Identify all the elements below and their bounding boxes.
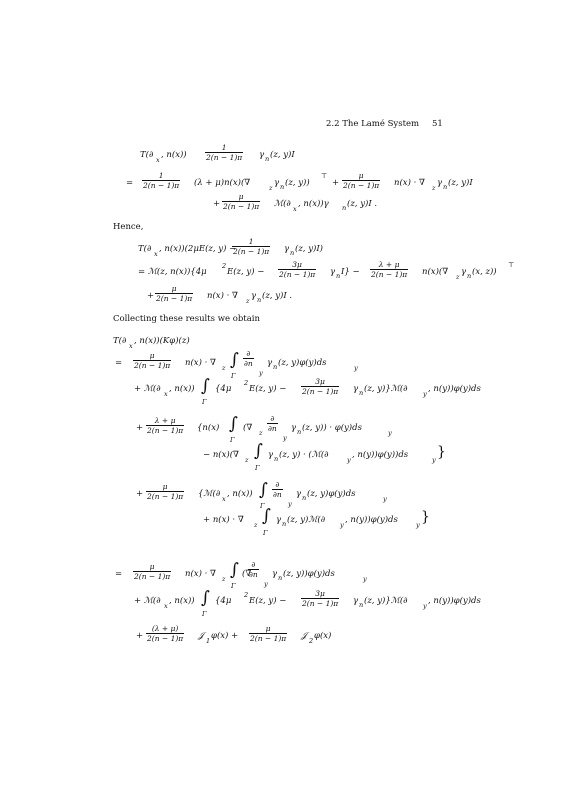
eq2-line2-rhs2: (x, z)): [472, 267, 497, 277]
text-collecting: Collecting these results we obtain: [113, 314, 260, 324]
eq3-f-rhs: (z, y)ℳ(∂: [287, 515, 326, 525]
eq3-e-rhs: (z, y)φ(y)ds: [307, 489, 356, 499]
eq3-b-rhs: (z, y)}ℳ(∂: [364, 384, 408, 394]
eq3-e-gamma: γ: [296, 489, 302, 499]
eq3-d-integral-domain: Γ: [255, 464, 260, 472]
eq3-b-gamma-sub: n: [359, 389, 364, 397]
eq3-d-ds-sub: y: [432, 456, 436, 464]
eq3-f-ds-sub: y: [416, 521, 420, 529]
eq3-e-plus: +: [136, 489, 144, 499]
eq1-line1-rhs: γ: [259, 150, 265, 160]
eq4-c-fraction2: $\frac{\mu}{2(n - 1)\pi}$: [250, 624, 287, 643]
eq4-c-rhs: φ(x): [314, 631, 332, 641]
eq1-line2-rhs-gamma-sub: n: [443, 183, 448, 191]
eq4-c-J1: 𝒥: [198, 631, 204, 641]
eq2-line1-gamma: γ: [284, 244, 290, 254]
eq3-b-fraction: $\frac{3\mu}{2(n - 1)\pi}$: [302, 377, 339, 396]
eq2-line3-mid: n(x) · ∇: [207, 291, 238, 301]
eq1-line3-rhs3: (z, y)I .: [347, 199, 378, 209]
eq3-b-integral-domain: Γ: [202, 398, 207, 406]
eq3-a-ds-sub: y: [354, 364, 358, 372]
eq1-line2-rhs-gamma: γ: [437, 178, 443, 188]
eq3-a-fraction: $\frac{\mu}{2(n - 1)\pi}$: [134, 351, 171, 370]
eq3-b-mid: , n(x)): [169, 384, 195, 394]
eq3-e-mid: {ℳ(∂: [198, 489, 221, 499]
eq1-line1-mid: , n(x)): [161, 150, 187, 160]
eq1-line1-fraction: $\frac{1}{2(n - 1)\pi}$: [206, 143, 243, 162]
eq3-c-plus: +: [136, 423, 144, 433]
eq3-e-ds-sub: y: [383, 495, 387, 503]
eq4-c-J1-sub: 1: [206, 637, 211, 645]
eq3-d-rhs: (z, y) · (ℳ(∂: [279, 450, 329, 460]
eq3-a-gamma-sub: n: [273, 363, 278, 371]
eq3-d-close-brace: }: [437, 444, 446, 460]
eq3-lhs-sub-x: x: [129, 342, 133, 350]
eq3-d-rhs3: , n(y))φ(y))ds: [352, 450, 409, 460]
eq2-line2-fraction2: $\frac{\lambda + \mu}{2(n - 1)\pi}$: [371, 260, 408, 279]
eq4-b-fraction: $\frac{3\mu}{2(n - 1)\pi}$: [302, 589, 339, 608]
eq4-b-sub-x: x: [164, 602, 168, 610]
eq3-c-fraction: $\frac{\lambda + \mu}{2(n - 1)\pi}$: [147, 416, 184, 435]
eq3-c-gamma: γ: [291, 423, 297, 433]
eq4-a-deriv-sub: y: [264, 580, 268, 588]
eq4-c-J2-sub: 2: [309, 637, 314, 645]
eq3-d-integral-icon: ∫: [254, 441, 263, 461]
eq4-c-fraction: $\frac{(\lambda + \mu)}{2(n - 1)\pi}$: [147, 624, 184, 643]
eq2-line2-fraction: $\frac{3\mu}{2(n - 1)\pi}$: [279, 260, 316, 279]
eq1-line2-gamma-sub: n: [280, 183, 285, 191]
eq4-c-J2: 𝒥: [301, 631, 307, 641]
eq4-b-mid: , n(x)): [169, 596, 195, 606]
eq3-f-integral-domain: Γ: [263, 529, 268, 537]
eq2-line2-gamma-sub: n: [336, 272, 341, 280]
eq3-b-gamma: γ: [353, 384, 359, 394]
eq1-line3-gamma-sub: n: [342, 204, 347, 212]
eq3-a-deriv-sub: y: [259, 369, 263, 377]
eq4-a-rhs: (z, y))φ(y)ds: [283, 569, 335, 579]
eq3-f-gamma: γ: [276, 515, 282, 525]
eq3-a-equals: =: [115, 358, 123, 368]
eq3-lhs2: , n(x))(Kφ)(z): [134, 336, 190, 346]
eq4-a-integral-domain: Γ: [231, 582, 236, 590]
eq3-f-nabla-sub: z: [254, 521, 258, 529]
eq1-line3-sub-x: x: [293, 205, 297, 213]
eq3-e-sub-x: x: [222, 495, 226, 503]
eq2-line2-gamma2-sub: n: [467, 272, 472, 280]
eq3-c-rhs: (z, y)) · φ(y)ds: [302, 423, 362, 433]
eq4-b-mid2: E(z, y) −: [249, 596, 287, 606]
eq1-line2-mid: (λ + μ)n(x)(∇: [194, 178, 251, 188]
eq3-lhs: T(∂: [113, 336, 127, 346]
eq3-c-ds-sub: y: [388, 429, 392, 437]
eq2-line2-rhs: n(x)(∇: [422, 267, 449, 277]
eq1-line2-mid3: (z, y)): [285, 178, 310, 188]
eq3-a-integral-domain: Γ: [231, 372, 236, 380]
eq2-line3-gamma-sub: n: [257, 296, 262, 304]
eq3-b-mid2: E(z, y) −: [249, 384, 287, 394]
eq3-c-integral-domain: Γ: [230, 436, 235, 444]
eq3-e-derivative: ∂ ∂n: [273, 480, 282, 499]
eq3-b-brace: {4μ: [215, 384, 232, 394]
eq4-b-brace: {4μ: [215, 596, 232, 606]
eq4-a-mid: n(x) · ∇: [185, 569, 216, 579]
eq1-line1-gamma-sub: n: [265, 155, 270, 163]
eq3-b-sup-2: 2: [244, 379, 249, 387]
eq3-d-gamma-sub: n: [274, 455, 279, 463]
eq3-e-integral-icon: ∫: [259, 480, 268, 500]
eq4-a-gamma-sub: n: [278, 574, 283, 582]
eq1-line2-rhs3: (z, y)I: [448, 178, 473, 188]
eq1-line2-gamma: γ: [274, 178, 280, 188]
eq3-a-rhs: (z, y)φ(y)ds: [278, 358, 327, 368]
eq1-line2-plus: +: [332, 178, 340, 188]
eq1-line2-rhs-nabla-sub: z: [432, 184, 436, 192]
eq1-line2-transpose: ⊤: [321, 172, 328, 180]
eq3-b-rhs3: , n(y))φ(y)ds: [428, 384, 481, 394]
eq4-b-integral-icon: ∫: [201, 588, 210, 608]
eq4-a-fraction: $\frac{\mu}{2(n - 1)\pi}$: [134, 562, 171, 581]
eq1-line2-fraction2: $\frac{\mu}{2(n - 1)\pi}$: [343, 171, 380, 190]
eq2-line2-transpose: ⊤: [508, 261, 515, 269]
eq3-d-nabla-sub: z: [245, 456, 249, 464]
eq2-line3-gamma: γ: [251, 291, 257, 301]
eq3-f-lhs: + n(x) · ∇: [203, 515, 244, 525]
eq3-e-integral-domain: Γ: [260, 502, 265, 510]
eq2-line1-mid: , n(x))(2μE(z, y) −: [159, 244, 237, 254]
eq4-a-equals: =: [115, 569, 123, 579]
eq3-f-rhs3: , n(y))φ(y)ds: [345, 515, 398, 525]
eq4-a-gamma: γ: [272, 569, 278, 579]
eq3-c-mid: {n(x): [197, 423, 220, 433]
eq4-c-mid2: φ(x) +: [211, 631, 239, 641]
eq3-b-sub-x: x: [164, 390, 168, 398]
eq2-line1-sub-x: x: [154, 250, 158, 258]
eq3-b-lhs: + ℳ(∂: [134, 384, 161, 394]
eq1-line2-fraction: $\frac{1}{2(n - 1)\pi}$: [143, 171, 180, 190]
eq1-line3-rhs2: , n(x))γ: [298, 199, 329, 209]
eq3-c-mid2: (∇: [243, 423, 253, 433]
eq2-line3-plus: +: [147, 291, 155, 301]
eq3-f-gamma-sub: n: [282, 520, 287, 528]
eq2-line2-gamma: γ: [330, 267, 336, 277]
eq1-line3-plus: +: [213, 199, 221, 209]
eq4-a-ds-sub: y: [363, 575, 367, 583]
eq3-a-gamma: γ: [267, 358, 273, 368]
eq3-d-partial-sub: y: [347, 456, 351, 464]
eq3-c-derivative: ∂ ∂n: [268, 414, 277, 433]
eq4-b-partial-sub: y: [423, 602, 427, 610]
eq4-b-gamma-sub: n: [359, 601, 364, 609]
eq3-c-nabla-sub: z: [259, 429, 263, 437]
eq3-e-gamma-sub: n: [302, 494, 307, 502]
eq3-d-gamma: γ: [268, 450, 274, 460]
eq3-c-gamma-sub: n: [297, 428, 302, 436]
eq4-a-nabla-sub: z: [222, 575, 226, 583]
eq2-line2-gamma2: γ: [461, 267, 467, 277]
eq3-f-partial-sub: y: [340, 521, 344, 529]
eq3-a-integral-icon: ∫: [230, 350, 239, 370]
eq2-line3-rhs: (z, y)I .: [262, 291, 293, 301]
eq2-line1-fraction: $\frac{1}{2(n - 1)\pi}$: [233, 237, 270, 256]
eq2-line1-rhs: (z, y)I): [295, 244, 323, 254]
eq4-a-integral-icon: ∫: [230, 560, 239, 580]
eq1-line2-equals: =: [126, 178, 134, 188]
eq3-f-integral-icon: ∫: [262, 506, 271, 526]
eq3-e-fraction: $\frac{\mu}{2(n - 1)\pi}$: [147, 482, 184, 501]
eq2-line2-sup-2: 2: [222, 262, 227, 270]
eq3-f-close-brace: }: [421, 509, 430, 525]
eq2-line3-nabla-sub: z: [246, 297, 250, 305]
running-header: 2.2 The Lamé System: [326, 119, 420, 129]
eq4-b-sup-2: 2: [244, 591, 249, 599]
eq2-line3-fraction: $\frac{\mu}{2(n - 1)\pi}$: [156, 284, 193, 303]
eq1-line1-lhs: T(∂: [140, 150, 154, 160]
eq3-e-mid2: , n(x)): [227, 489, 253, 499]
eq2-line2-mid: E(z, y) −: [227, 267, 265, 277]
eq2-line2-nabla-sub: z: [456, 273, 460, 281]
eq1-line3-rhs: ℳ(∂: [274, 199, 291, 209]
eq1-line2-rhs: n(x) · ∇: [394, 178, 425, 188]
eq4-b-lhs: + ℳ(∂: [134, 596, 161, 606]
eq3-e-deriv-sub: y: [288, 500, 292, 508]
eq4-b-rhs: (z, y)}ℳ(∂: [364, 596, 408, 606]
eq2-line2-lhs: = ℳ(z, n(x)){4μ: [138, 267, 207, 277]
eq3-a-mid: n(x) · ∇: [185, 358, 216, 368]
eq1-sub-x: x: [156, 156, 160, 164]
eq1-line1-rhs2: (z, y)I: [270, 150, 295, 160]
eq1-line3-fraction: $\frac{\mu}{2(n - 1)\pi}$: [223, 192, 260, 211]
eq2-line2-mid2: I} −: [341, 267, 360, 277]
eq3-a-nabla-sub: z: [222, 364, 226, 372]
eq4-a-derivative: ∂ ∂n: [249, 560, 258, 579]
eq3-b-integral-icon: ∫: [201, 376, 210, 396]
eq2-line1-lhs: T(∂: [138, 244, 152, 254]
eq3-c-deriv-sub: y: [283, 434, 287, 442]
eq3-b-partial-sub: y: [423, 390, 427, 398]
eq2-line1-gamma-sub: n: [290, 249, 295, 257]
eq4-a-open-paren: (∇: [242, 569, 252, 579]
eq4-c-plus: +: [136, 631, 144, 641]
eq4-b-rhs3: , n(y))φ(y)ds: [428, 596, 481, 606]
text-hence: Hence,: [113, 222, 144, 232]
eq3-a-derivative: ∂ ∂n: [244, 349, 253, 368]
page-number: 51: [432, 119, 443, 129]
eq4-b-gamma: γ: [353, 596, 359, 606]
eq3-c-integral-icon: ∫: [229, 414, 238, 434]
eq3-d-lhs: − n(x)(∇: [203, 450, 239, 460]
eq4-b-integral-domain: Γ: [202, 610, 207, 618]
eq1-line2-nabla-sub: z: [269, 184, 273, 192]
